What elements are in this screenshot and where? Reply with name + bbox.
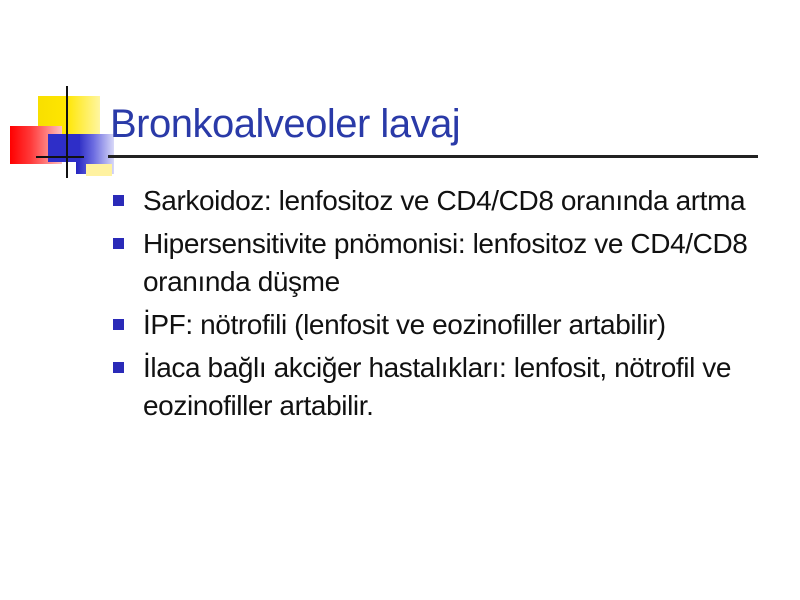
bullet-text: İlaca bağlı akciğer hastalıkları: lenfosit, nötrofil ve eozinofiller artabilir. xyxy=(143,352,732,421)
bullet-text: Sarkoidoz: lenfositoz ve CD4/CD8 oranında artma xyxy=(143,185,746,216)
square-bullet-icon xyxy=(113,362,124,373)
bullet-item xyxy=(110,225,760,301)
decorative-squares-logo xyxy=(0,0,120,190)
title-underline xyxy=(108,155,758,158)
bullet-item xyxy=(110,349,760,425)
bullet-text: İPF: nötrofili (lenfosit ve eozinofiller artabilir) xyxy=(143,309,666,340)
light-yellow-square xyxy=(86,164,112,176)
slide-title: Bronkoalveoler lavaj xyxy=(110,102,461,146)
bullet-item xyxy=(110,306,760,344)
square-bullet-icon xyxy=(113,319,124,330)
vertical-line xyxy=(66,86,68,178)
square-bullet-icon xyxy=(113,238,124,249)
bullet-item xyxy=(110,182,760,220)
bullet-text: Hipersensitivite pnömonisi: lenfositoz ve CD4/CD8 oranında düşme xyxy=(143,228,748,297)
horizontal-line xyxy=(36,156,84,158)
square-bullet-icon xyxy=(113,195,124,206)
bullet-list xyxy=(110,182,760,430)
